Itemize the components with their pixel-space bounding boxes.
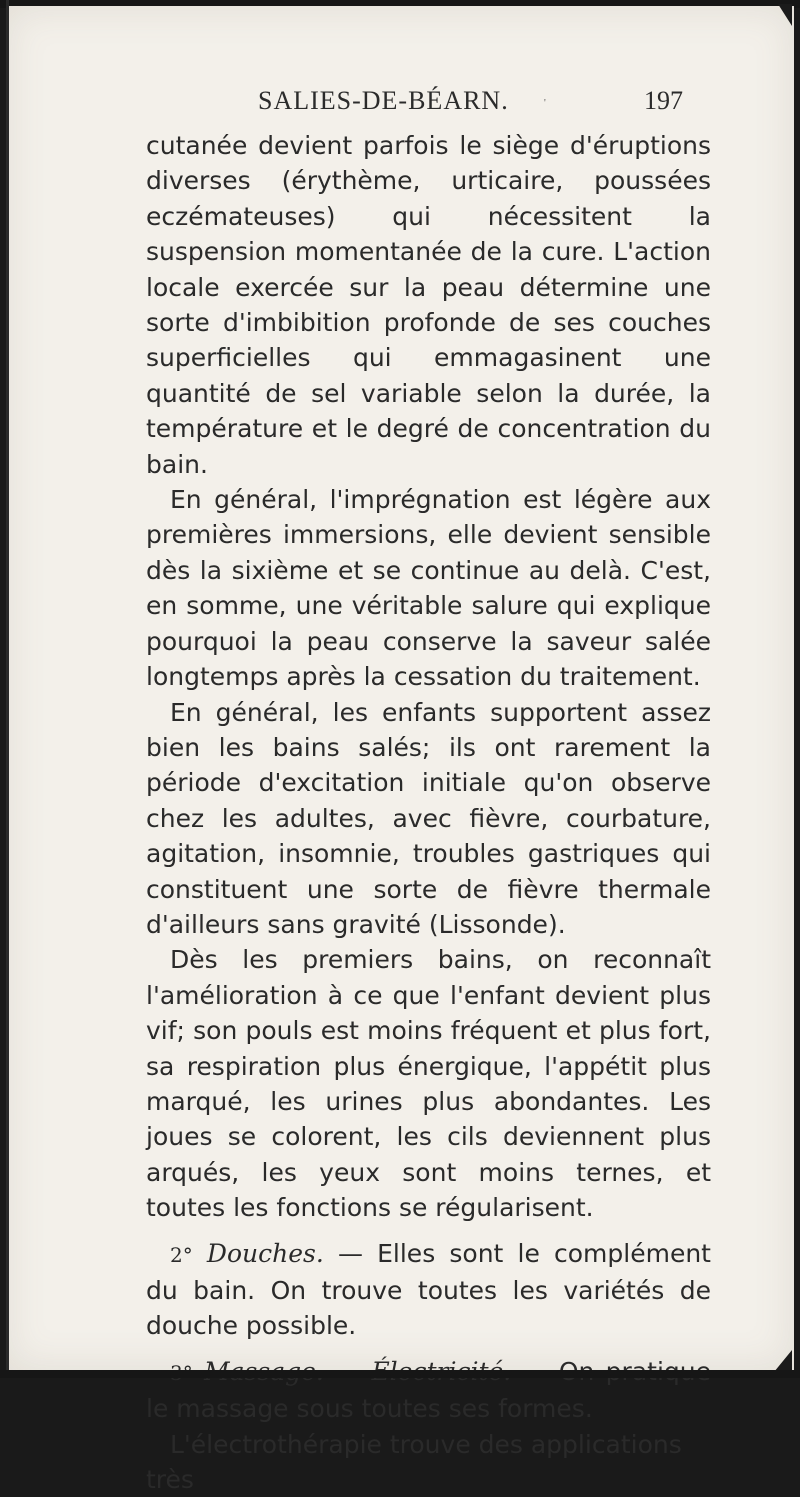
paragraph-continuation: cutanée devient parfois le siège d'éruptions diverses (érythème, urticaire, poussées eczémateuses) qui nécessitent la suspension momentanée de la cure. L'action locale exercée sur la peau détermine une sorte d'imbibition profonde de ses couches superficielles qui emmagasinent une quantité de sel variable selon la durée, la température et le degré de concentration du bain. [146, 131, 711, 479]
section-douches [146, 1236, 711, 1344]
scan-bottom-border [0, 1370, 800, 1378]
paragraph-amelioration: Dès les premiers bains, on reconnaît l'amélioration à ce que l'enfant devient plus vif; son pouls est moins fréquent et plus fort, sa respiration plus énergique, l'appétit plus marqué, les urines plus abondantes. Les joues se colorent, les cils deviennent plus arqués, les yeux sont moins ternes, et toutes les fonctions se régularisent. [146, 945, 711, 1223]
page-header [0, 86, 800, 120]
section-text: le massage sous toutes ses formes. [146, 1394, 593, 1424]
section-number: 2° [170, 1242, 193, 1267]
running-title: SALIES-DE-BÉARN. [258, 86, 509, 115]
scan-left-edge [6, 0, 9, 1378]
paragraph-electrotherapie: L'électrothérapie trouve des applications très [146, 1429, 682, 1495]
header-mark: ' [544, 98, 546, 109]
page-body [146, 128, 711, 1497]
page-corner-top [778, 4, 792, 26]
section-massage [146, 1354, 711, 1427]
paragraph-enfants: En général, les enfants supportent assez bien les bains salés; ils ont rarement la période d'excitation initiale qu'on observe chez les adultes, avec fièvre, courbature, agitation, insomnie, troubles gastriques qui constituent une sorte de fièvre thermale d'ailleurs sans gravité (Lissonde). [146, 697, 711, 939]
paragraph-impregnation: En général, l'imprégnation est légère aux premières immersions, elle devient sensible dès la sixième et se continue au delà. C'est, en somme, une véritable salure qui explique pourquoi la peau conserve la saveur salée longtemps après la cessation du traitement. [146, 485, 711, 692]
section-text: — Elles sont le complément du bain. On trouve toutes les variétés de douche possible. [146, 1238, 711, 1341]
page-corner-bottom [774, 1350, 792, 1372]
section-title: Douches. [206, 1238, 324, 1268]
page-number: 197 [644, 86, 683, 115]
